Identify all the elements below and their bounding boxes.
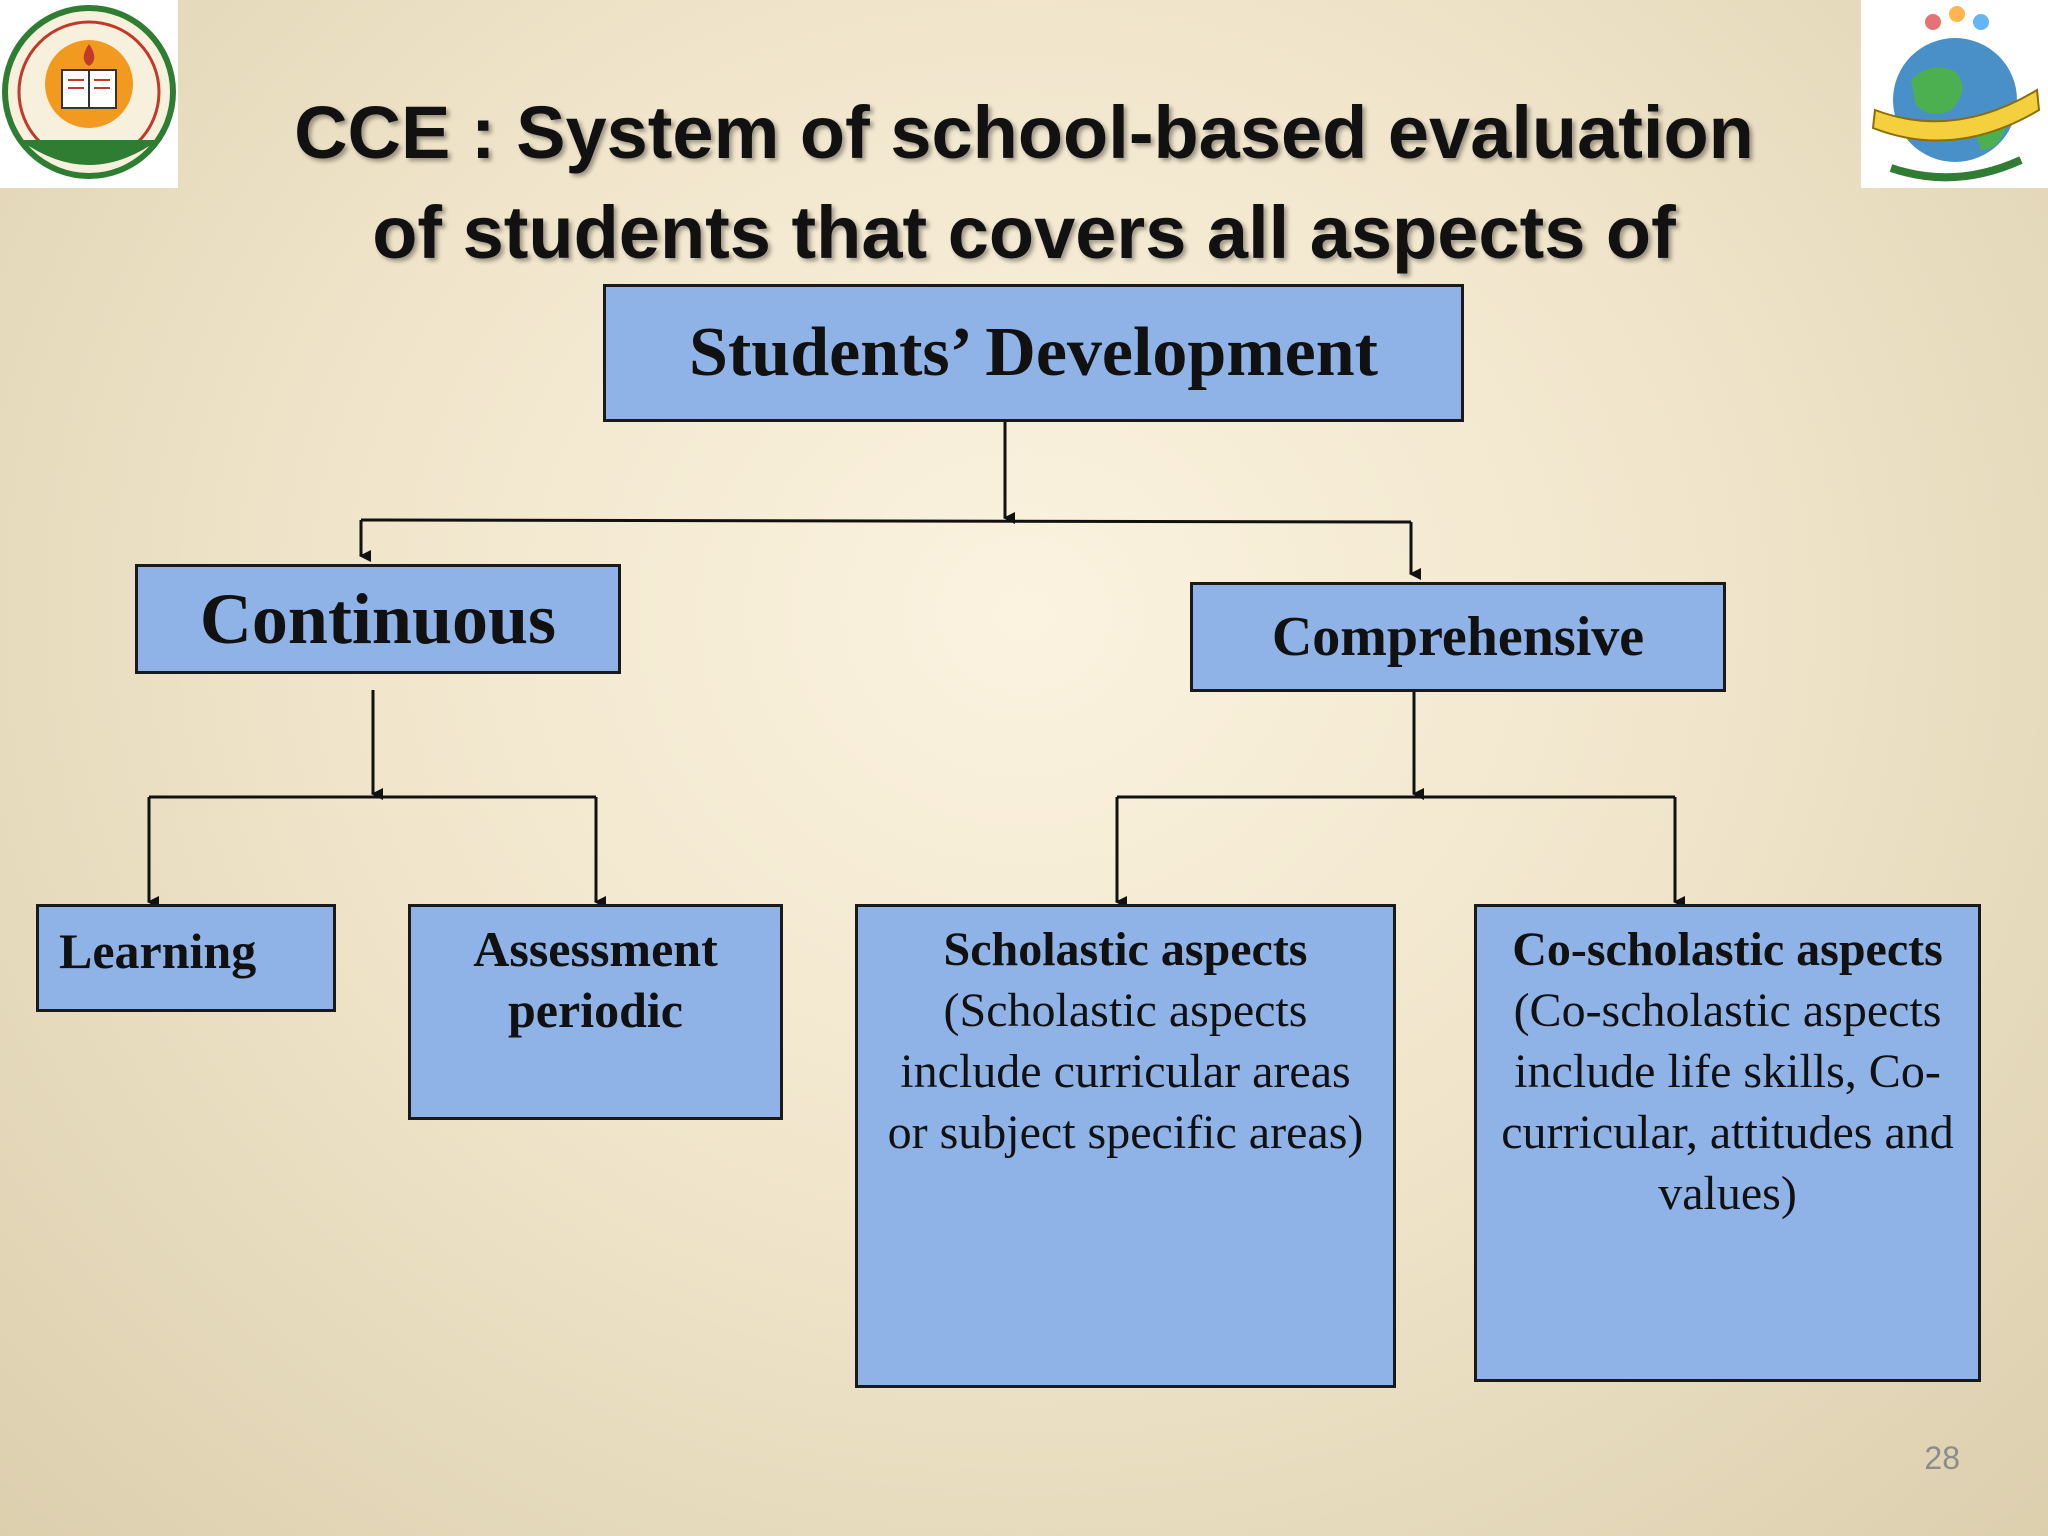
slide-title-line-1: CCE : System of school-based evaluation [294,91,1754,174]
learning-box: Learning [36,904,336,1012]
students-development-box: Students’ Development [603,284,1464,422]
assessment-periodic-box [408,904,783,1120]
coscholastic-aspects-box [1474,904,1981,1382]
coscholastic-title: Co-scholastic aspects [1512,923,1943,976]
scholastic-title: Scholastic aspects [943,923,1308,976]
connector-top-bar [361,520,1411,522]
comprehensive-box: Comprehensive [1190,582,1726,692]
assessment-line-2: periodic [508,982,683,1038]
coscholastic-description: (Co-scholastic aspects include life skills, Co-curricular, attitudes and values) [1501,984,1954,1220]
assessment-line-1: Assessment [473,921,718,977]
continuous-box: Continuous [135,564,621,674]
slide-title-line-2: of students that covers all aspects of [372,191,1676,274]
scholastic-description: (Scholastic aspects include curricular areas or subject specific areas) [887,984,1364,1159]
scholastic-aspects-box [855,904,1396,1388]
page-number: 28 [1924,1440,1960,1476]
